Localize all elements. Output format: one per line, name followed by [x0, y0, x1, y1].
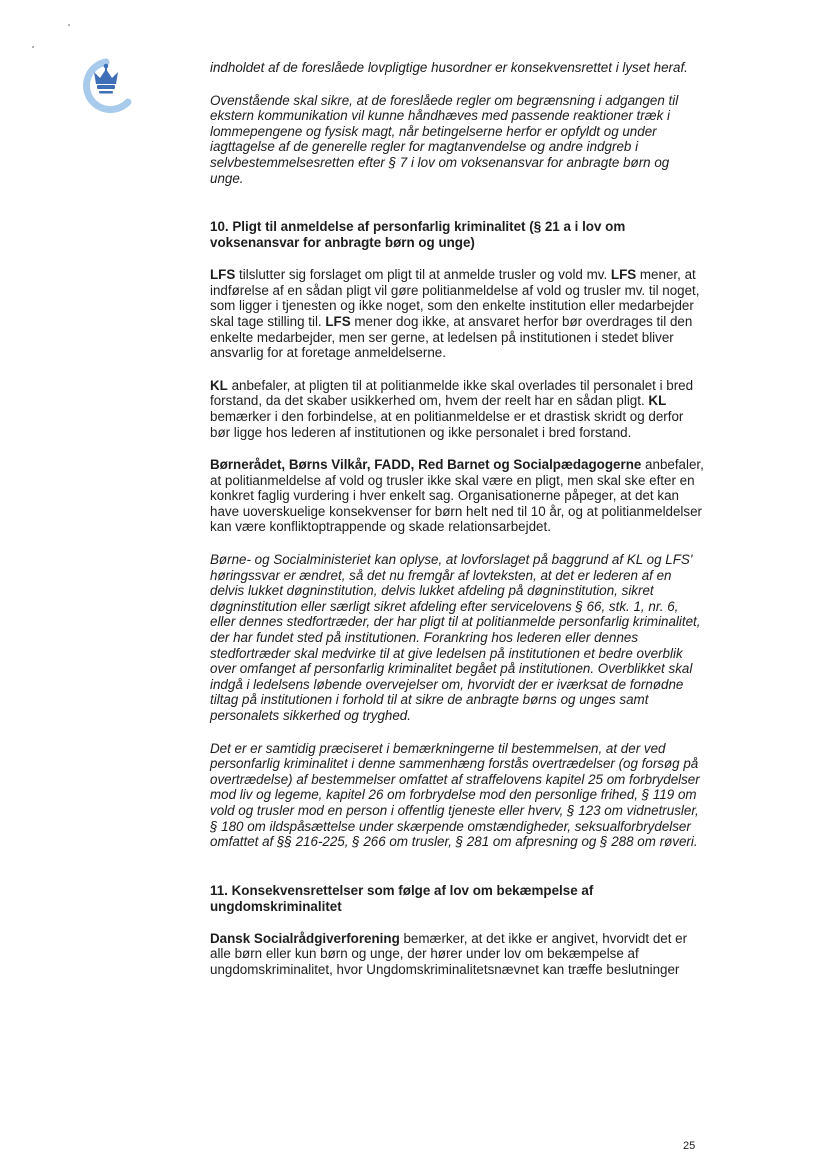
document-body	[210, 60, 704, 995]
org-name: LFS	[610, 267, 637, 283]
paragraph-organisations	[210, 457, 704, 535]
paragraph-ministry-clarification: Det er er samtidig præciseret i bemærkningerne til bestemmelsen, at der ved personfarlig kriminalitet i denne sammenhæng forstås overtrædelser (og forsøg på overtrædelse) af bestemmelser omfattet af straffelovens kapitel 25 om forbrydelser mod liv og legeme, kapitel 26 om forbrydelse mod den personlige frihed, § 119 om vold og trusler mod en person i offentlig tjeneste eller hverv, § 123 om vidnetrusler, § 180 om ildspåsættelse under skærpende omstændigheder, seksualforbrydelser omfattet af §§ 216-225, § 266 om trusler, § 281 om afpresning og § 288 om røveri.	[210, 740, 700, 850]
org-name: KL	[648, 393, 667, 409]
org-name: LFS	[325, 313, 351, 329]
org-name: Dansk Socialrådgiverforening	[210, 930, 400, 946]
paragraph-ministry-response: Børne- og Socialministeriet kan oplyse, at lovforslaget på baggrund af KL og LFS' høringssvar er ændret, så det nu fremgår af lovteksten, at det er lederen af en delvis lukket døgninstitution, delvis lukket afdeling på døgninstitution, sikret døgninstitution eller særligt sikret afdeling efter servicelovens § 66, stk. 1, nr. 6, eller dennes stedfortræder, der har pligt til at politianmelde personfarlig kriminalitet, der har fundet sted på institutionen. Forankring hos lederen eller dennes stedfortræder skal medvirke til at give ledelsen på institutionen et bedre overblik over omfanget af personfarlig kriminalitet begået på institutionen. Overblikket skal indgå i ledelsens løbende overvejelser om, hvorvidt der er iværksat de fornødne tiltag på institutionen i forhold til at sikre de anbragte børns og unges samt personalets sikkerhed og tryghed.	[210, 552, 701, 723]
paragraph-kl	[210, 378, 704, 440]
scan-speck	[68, 24, 70, 26]
scan-speck	[32, 46, 34, 48]
paragraph: indholdet af de foreslåede lovpligtige husordner er konsekvensrettet i lyset heraf.	[210, 60, 688, 75]
paragraph-lfs	[210, 267, 704, 361]
org-name: LFS	[210, 267, 236, 283]
org-name: Børnerådet, Børns Vilkår, FADD, Red Barnet og Socialpædagogerne	[210, 457, 642, 473]
section-heading-11: 11. Konsekvensrettelser som følge af lov om bekæmpelse af ungdomskriminalitet	[210, 882, 594, 914]
text-run: bemærker, at det ikke er angivet, hvorvidt det er alle børn eller kun børn og unge, der hører under lov om bekæmpelse af ungdomskriminalitet, hvor Ungdomskriminalitetsnævnet kan træffe beslutninger	[210, 930, 688, 977]
text-run: mener, at indførelse af en sådan pligt vil gøre politianmeldelse af vold og trusler mv. til noget, som ligger i tjenesten og ikke noget, som den enkelte institution eller medarbejder skal tage stilling til.	[210, 267, 700, 329]
text-run: anbefaler, at politianmeldelse af vold og trusler ikke skal være en pligt, men skal ske efter en konkret faglig vurdering i hver enkelt sag. Organisationerne påpeger, at det kan have uoverskuelige konsekvenser for børn helt ned til 10 år, og at politianmeldelser kan være konfliktoptrappende og skade relationsarbejdet.	[210, 457, 704, 535]
section-heading-10: 10. Pligt til anmeldelse af personfarlig kriminalitet (§ 21 a i lov om voksenansvar for anbragte børn og unge)	[210, 219, 626, 251]
text-run: mener dog ikke, at ansvaret herfor bør overdrages til den enkelte medarbejder, men ser gerne, at ledelsen på institutionen i stedet bliver ansvarlig for at foretage anmeldelserne.	[210, 313, 693, 361]
text-run: bemærker i den forbindelse, at en politianmeldelse er et drastisk skridt og derfor bør ligge hos lederen af institutionen og ikke personalet i bred forstand.	[210, 408, 684, 440]
page-number: 25	[683, 1140, 696, 1152]
text-run: anbefaler, at pligten til at politianmelde ikke skal overlades til personalet i bred forstand, da det skaber usikkerhed om, hvem der reelt har en sådan pligt.	[210, 377, 694, 409]
paragraph-dansk-socialraadgiverforening	[210, 931, 704, 978]
text-run: tilslutter sig forslaget om pligt til at anmelde trusler og vold mv.	[235, 267, 611, 283]
org-name: KL	[210, 377, 228, 393]
crown-emblem-icon	[76, 58, 134, 116]
paragraph: Ovenstående skal sikre, at de foreslåede regler om begrænsning i adgangen til ekstern kommunikation vil kunne håndhæves med passende reaktioner træk i lommepengene og fysisk magt, når betingelserne herfor er opfyldt og under iagttagelse af de generelle regler for magtanvendelse og andre indgreb i selvbestemmelsesretten efter § 7 i lov om voksenansvar for anbragte børn og unge.	[210, 92, 679, 186]
